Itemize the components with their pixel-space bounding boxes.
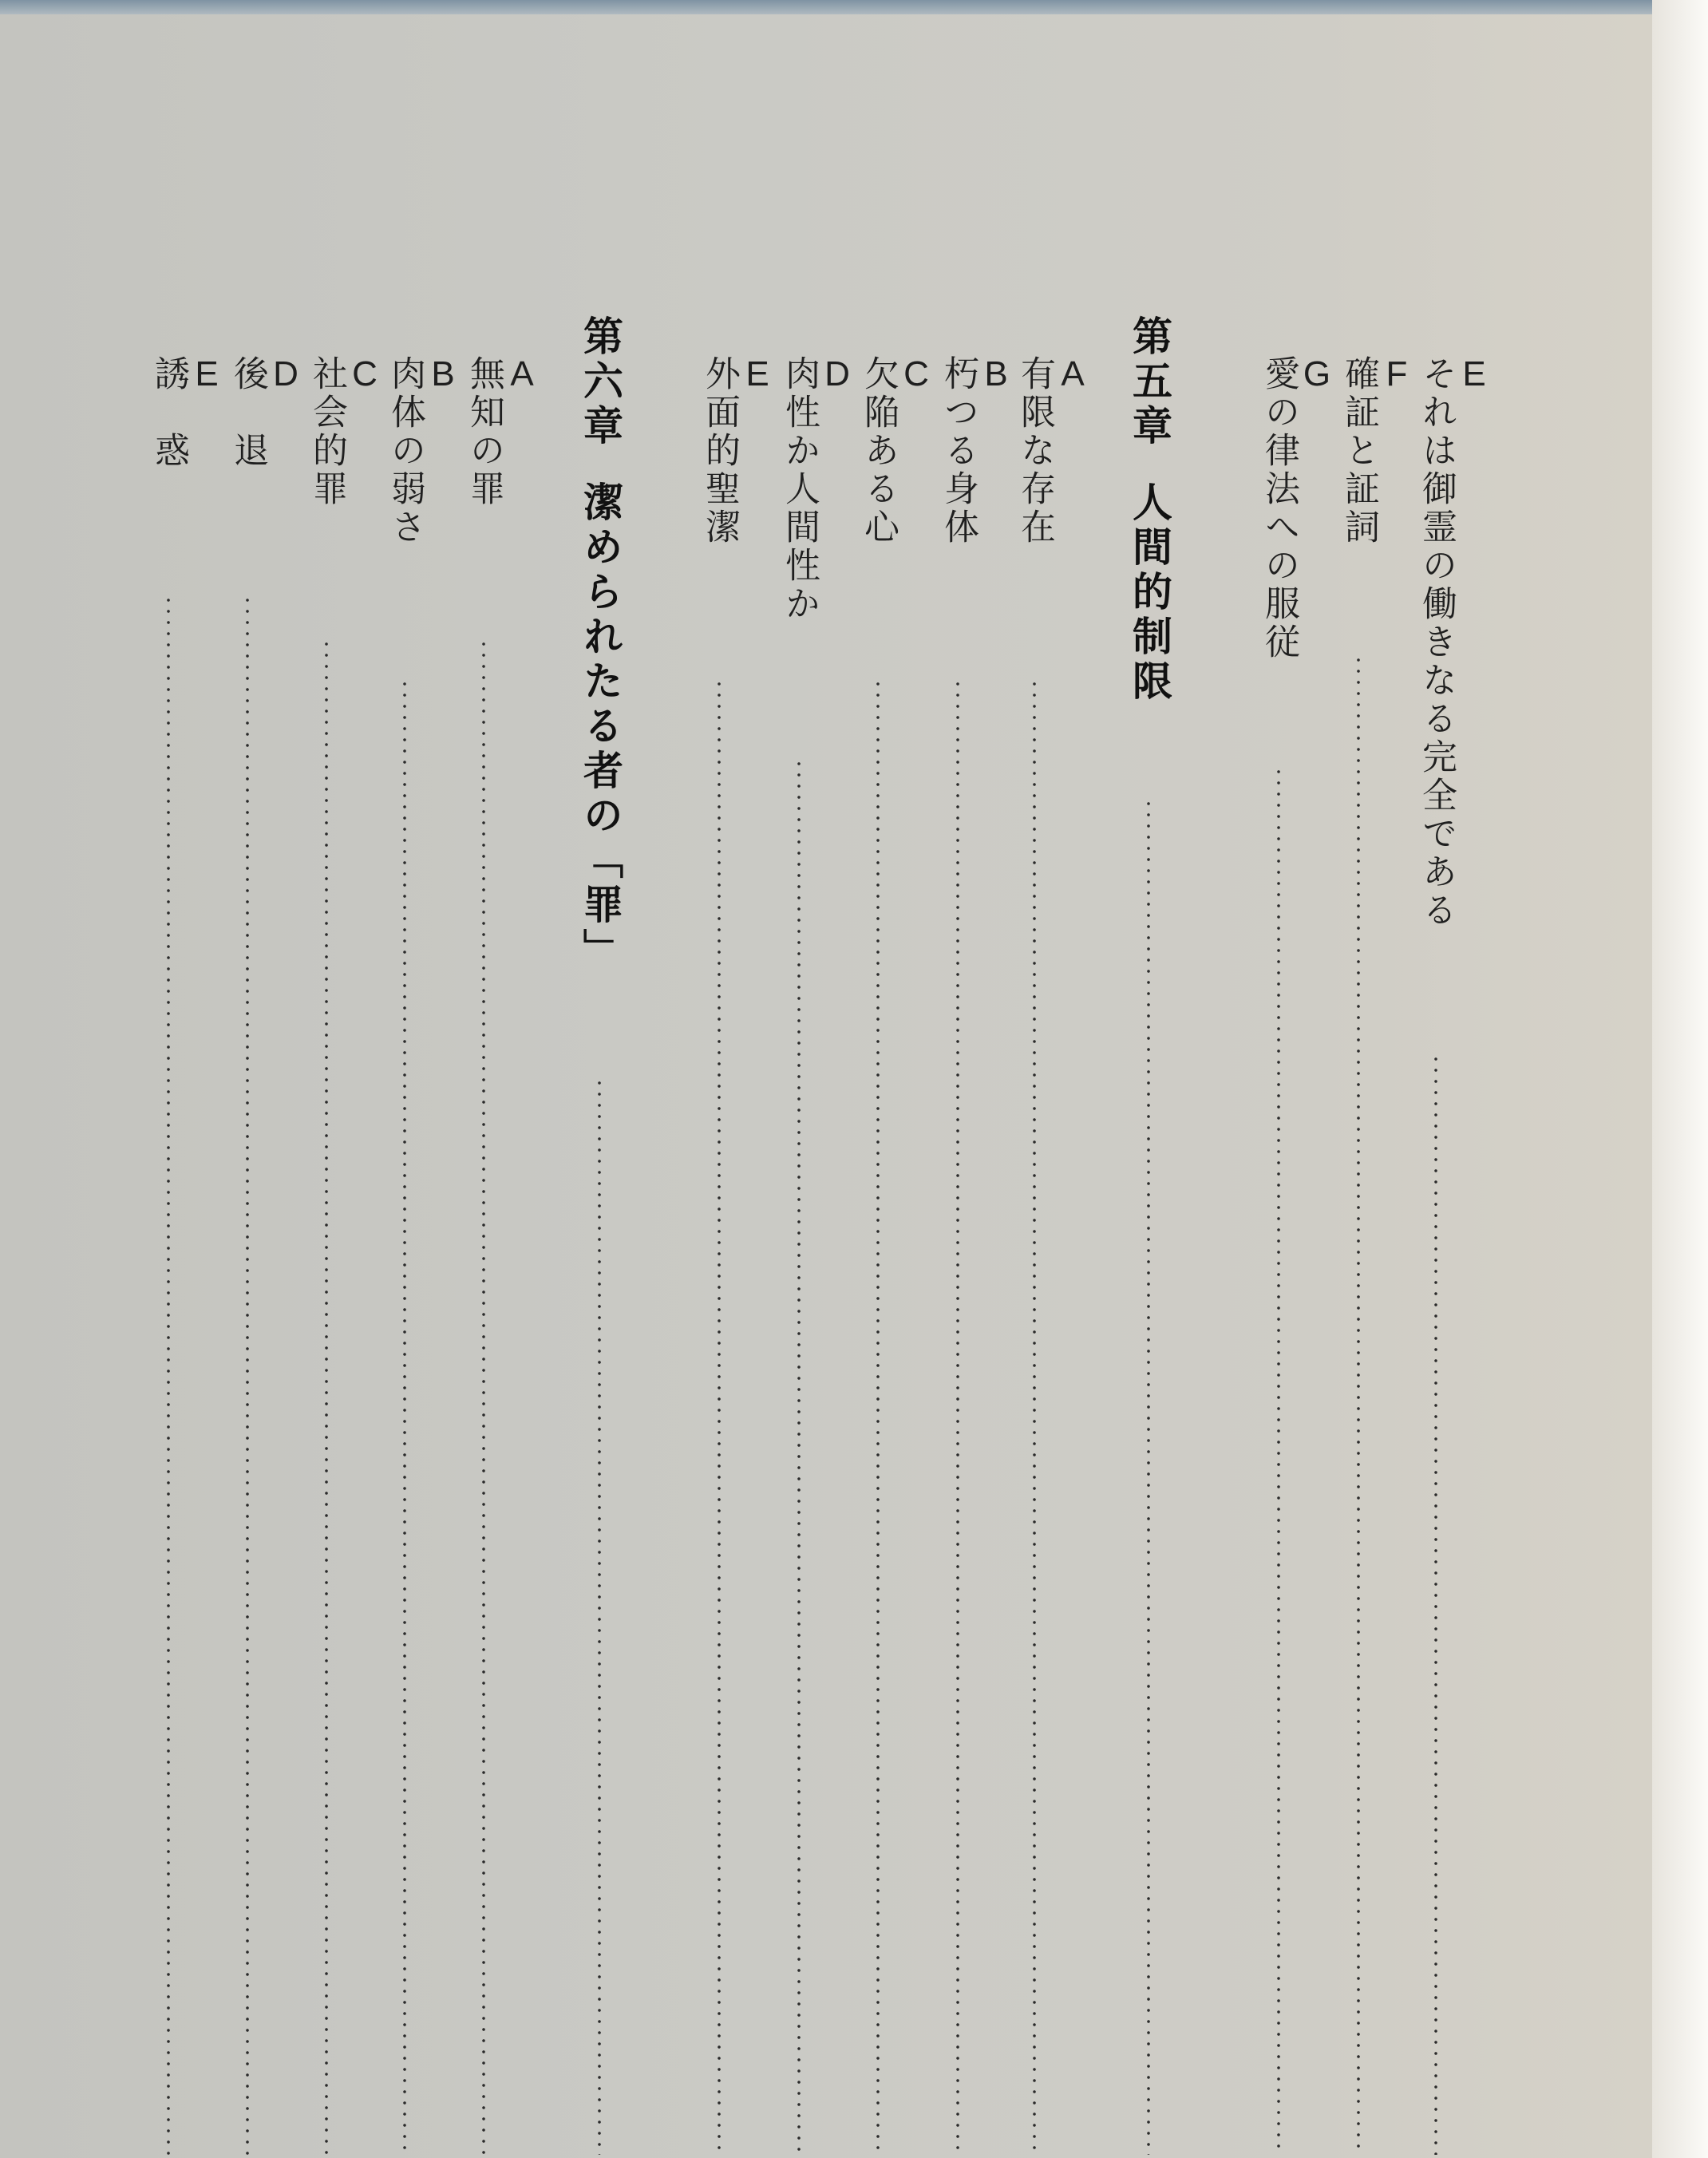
dot-leader [1357, 654, 1360, 2155]
toc-entry-6a [465, 355, 541, 508]
chapter-number: 第五章 [1126, 315, 1172, 449]
dot-leader [1147, 798, 1150, 2155]
toc-entry-5a [1015, 355, 1092, 547]
entry-title: 肉体の弱さ [385, 355, 425, 547]
toc-entry-5b [939, 355, 1015, 547]
dot-leader [167, 595, 170, 2155]
entry-letter: D [273, 354, 299, 393]
chapter-5-heading [1128, 315, 1171, 705]
entry-title: 有限な存在 [1014, 355, 1055, 547]
toc-entry-5e [700, 355, 777, 547]
entry-title: 誘 惑 [148, 355, 189, 470]
toc-entry-6e [149, 355, 226, 470]
toc-entry-6c [307, 355, 384, 508]
entry-title: 愛の律法への服従 [1259, 355, 1299, 662]
dot-leader [876, 678, 880, 2155]
entry-letter: A [1061, 354, 1085, 393]
entry-title: 外面的聖潔 [699, 355, 740, 547]
dot-leader [482, 638, 485, 2155]
dot-leader [718, 678, 721, 2155]
entry-letter: F [1386, 354, 1408, 393]
toc-entry-5d [780, 355, 856, 623]
entry-letter: E [745, 354, 769, 393]
entry-title: 社会的罪 [306, 355, 347, 508]
toc-entry-5c [859, 355, 935, 547]
entry-letter: C [352, 354, 378, 393]
toc-entry-4e [1417, 355, 1493, 930]
chapter-title: 人間的制限 [1126, 481, 1172, 705]
dot-leader [956, 678, 959, 2155]
dot-leader [246, 595, 249, 2155]
toc-entry-4f [1339, 355, 1416, 547]
entry-letter: E [195, 354, 219, 393]
chapter-title: 潔められたる者の「罪」 [577, 481, 623, 973]
page-edge [1652, 0, 1708, 2158]
entry-title: 無知の罪 [464, 355, 504, 508]
entry-letter: B [984, 354, 1008, 393]
entry-letter: A [510, 354, 534, 393]
entry-letter: B [431, 354, 455, 393]
toc-entry-6b [385, 355, 462, 547]
entry-title: 朽つる身体 [938, 355, 979, 547]
toc-entry-4g [1259, 355, 1336, 662]
dot-leader [1277, 766, 1280, 2155]
entry-title: 欠陥ある心 [858, 355, 899, 547]
dot-leader [797, 758, 801, 2155]
dot-leader [325, 638, 328, 2155]
dot-leader [1434, 1053, 1437, 2155]
entry-letter: D [824, 354, 850, 393]
dot-leader [598, 1077, 601, 2155]
entry-letter: G [1303, 354, 1331, 393]
entry-letter: E [1462, 354, 1486, 393]
dot-leader [403, 678, 406, 2155]
toc-entry-6d [228, 355, 305, 470]
chapter-number: 第六章 [577, 315, 623, 449]
entry-title: それは御霊の働きなる完全である [1416, 355, 1457, 930]
entry-title: 後 退 [227, 355, 268, 470]
entry-title: 肉性か人間性か [779, 355, 820, 623]
entry-title: 確証と証詞 [1338, 355, 1379, 547]
dot-leader [1033, 678, 1036, 2155]
chapter-6-heading [579, 315, 622, 973]
entry-letter: C [903, 354, 929, 393]
